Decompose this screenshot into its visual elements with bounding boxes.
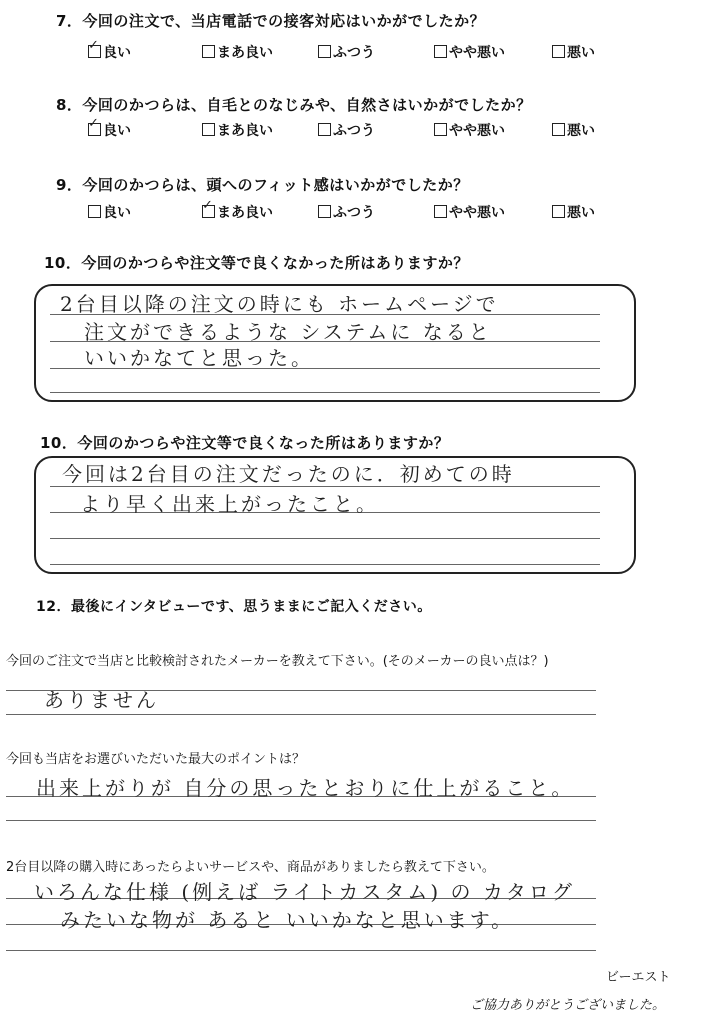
answer-line <box>50 564 600 565</box>
checkbox-icon[interactable] <box>434 123 447 136</box>
checkbox-checked-icon[interactable] <box>88 45 101 58</box>
q7-option-good[interactable]: ✓良い <box>88 42 131 62</box>
question-8-options <box>88 120 608 142</box>
q7-option-somewhat-bad[interactable]: やや悪い <box>434 42 505 62</box>
checkbox-icon[interactable] <box>88 205 101 218</box>
q7-option-bad[interactable]: 悪い <box>552 42 595 62</box>
checkbox-icon[interactable] <box>434 45 447 58</box>
answer-line <box>50 538 600 539</box>
checkbox-icon[interactable] <box>552 45 565 58</box>
answer-line <box>50 392 600 393</box>
handwritten-answer-line: 注文ができるような システムに なると <box>84 320 492 344</box>
handwritten-answer-line: いいかなてと思った。 <box>84 346 314 370</box>
q8-option-bad[interactable]: 悪い <box>552 120 595 140</box>
checkbox-icon[interactable] <box>318 45 331 58</box>
checkbox-checked-icon[interactable] <box>88 123 101 136</box>
question-10-bad-points: 10．今回のかつらや注文等で良くなかった所はありますか？ <box>44 254 469 272</box>
q7-option-fairly-good[interactable]: まあ良い <box>202 42 273 62</box>
checkbox-checked-icon[interactable] <box>202 205 215 218</box>
question-9: 9．今回のかつらは、頭へのフィット感はいかがでしたか？ <box>56 176 469 194</box>
q9-option-bad[interactable]: 悪い <box>552 202 595 222</box>
checkbox-icon[interactable] <box>318 205 331 218</box>
checkbox-icon[interactable] <box>552 205 565 218</box>
q9-option-fairly-good[interactable]: ✓ まあ良い <box>202 202 273 222</box>
question-9-options <box>88 202 608 224</box>
checkbox-icon[interactable] <box>318 123 331 136</box>
interview-question-competitors: 今回のご注文で当店と比較検討されたメーカーを教えて下さい。(そのメーカーの良い点は？) <box>6 654 549 669</box>
company-name: ビーエスト <box>606 970 671 985</box>
checkbox-icon[interactable] <box>552 123 565 136</box>
answer-line <box>6 950 596 951</box>
q9-option-somewhat-bad[interactable]: やや悪い <box>434 202 505 222</box>
answer-line <box>6 820 596 821</box>
answer-line <box>6 714 596 715</box>
interview-question-main-reason: 今回も当店をお選びいただいた最大のポイントは？ <box>6 752 306 767</box>
checkbox-icon[interactable] <box>202 123 215 136</box>
q8-option-normal[interactable]: ふつう <box>318 120 375 140</box>
q8-option-good[interactable]: ✓良い <box>88 120 131 140</box>
question-7-options <box>88 42 608 64</box>
handwritten-answer-line: 出来上がりが 自分の思ったとおりに仕上がること。 <box>36 776 575 800</box>
question-12: 12．最後にインタビューです、思うままにご記入ください。 <box>36 599 432 615</box>
q8-option-somewhat-bad[interactable]: やや悪い <box>434 120 505 140</box>
question-8: 8．今回のかつらは、自毛とのなじみや、自然さはいかがでしたか？ <box>56 96 532 114</box>
interview-question-desired-services: 2台目以降の購入時にあったらよいサービスや、商品がありましたら教えて下さい。 <box>6 860 495 875</box>
handwritten-answer-line: より早く出来上がったこと。 <box>80 492 379 516</box>
question-7: 7．今回の注文で、当店電話での接客対応はいかがでしたか？ <box>56 12 486 30</box>
checkbox-icon[interactable] <box>202 45 215 58</box>
q8-option-fairly-good[interactable]: まあ良い <box>202 120 273 140</box>
question-10-good-points: 10．今回のかつらや注文等で良くなった所はありますか？ <box>40 434 450 452</box>
q9-option-good[interactable]: 良い <box>88 202 131 222</box>
thank-you-message: ご協力ありがとうございました。 <box>470 998 666 1013</box>
handwritten-answer-line: 今回は2台目の注文だったのに．初めての時 <box>62 462 515 486</box>
handwritten-answer-line: いろんな仕様 (例えば ライトカスタム) の カタログ <box>34 880 575 904</box>
handwritten-answer-line: 2台目以降の注文の時にも ホームページで <box>60 292 499 316</box>
q7-option-normal[interactable]: ふつう <box>318 42 375 62</box>
q9-option-normal[interactable]: ふつう <box>318 202 375 222</box>
checkbox-icon[interactable] <box>434 205 447 218</box>
handwritten-answer-line: ありません <box>44 688 159 712</box>
handwritten-answer-line: みたいな物が あると いいかなと思います。 <box>60 908 515 932</box>
